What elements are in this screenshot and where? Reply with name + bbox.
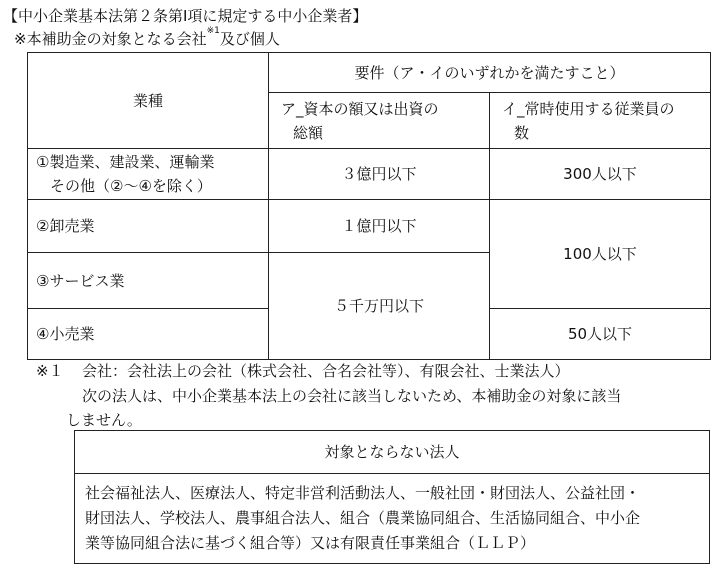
subheading [14,28,280,49]
excluded-box-body [75,474,709,556]
industry-header-cell [28,53,269,149]
industry-line: ①製造業、建設業、運輸業 [36,153,215,171]
capital-cell [269,149,490,200]
employees-header-cell [490,93,711,149]
excluded-entities-box [74,430,710,564]
employees-value: 100人以下 [563,245,637,263]
table-row [28,149,711,200]
requirements-header: 要件（ア・イのいずれかを満たすこと） [354,63,625,82]
footnote-line3: しません。 [66,411,142,429]
industry-cell [28,200,269,253]
excluded-box-title: 対象とならない法人 [75,431,709,474]
employees-cell [490,200,711,309]
footnote-line2: 次の法人は、中小企業基本法上の会社に該当しないため、本補助金の対象に該当 [82,387,622,405]
capital-header-cell [269,93,490,149]
table-row [28,200,711,253]
employees-header-line1: イ_常時使用する従業員の [502,99,675,118]
footnote-mark: ※１ [36,362,64,380]
capital-value: ５千万円以下 [333,297,424,315]
footnote-line1: 会社：会社法上の会社（株式会社、合名会社等）、有限会社、士業法人） [82,362,570,380]
capital-cell [269,200,490,253]
capital-header-line1: ア_資本の額又は出資の [281,99,439,118]
subheading-suffix: 及び個人 [219,30,280,48]
requirements-header-cell [269,53,711,93]
excluded-line: 財団法人、学校法人、農事組合法人、組合（農業協同組合、生活協同組合、中小企 [85,509,641,527]
sme-criteria-table [27,52,711,360]
employees-header-line2: 数 [514,123,530,142]
industry-cell [28,149,269,200]
employees-value: 300人以下 [563,165,637,183]
industry-line: ④小売業 [36,325,95,343]
excluded-line: 社会福祉法人、医療法人、特定非営利活動法人、一般社団・財団法人、公益社団・ [85,484,641,502]
industry-line: ③サービス業 [36,271,125,290]
employees-cell [490,149,711,200]
capital-header-line2: 総額 [293,123,324,142]
capital-cell [269,253,490,360]
industry-header: 業種 [132,91,163,110]
employees-value: 50人以下 [567,325,633,343]
industry-line: その他（②～④を除く） [50,177,212,195]
subheading-prefix: ※本補助金の対象となる会社 [14,30,207,48]
note-mark: ※1 [206,26,220,36]
industry-line: ②卸売業 [36,217,95,235]
industry-cell [28,309,269,360]
excluded-line: 業等協同組合法に基づく組合等）又は有限責任事業組合（ＬＬＰ） [85,534,536,552]
industry-cell [28,253,269,309]
page-heading: 【中小企業基本法第２条第Ⅰ項に規定する中小企業者】 [3,7,368,25]
capital-value: １億円以下 [341,217,417,235]
employees-cell [490,309,711,360]
capital-value: ３億円以下 [341,165,417,183]
